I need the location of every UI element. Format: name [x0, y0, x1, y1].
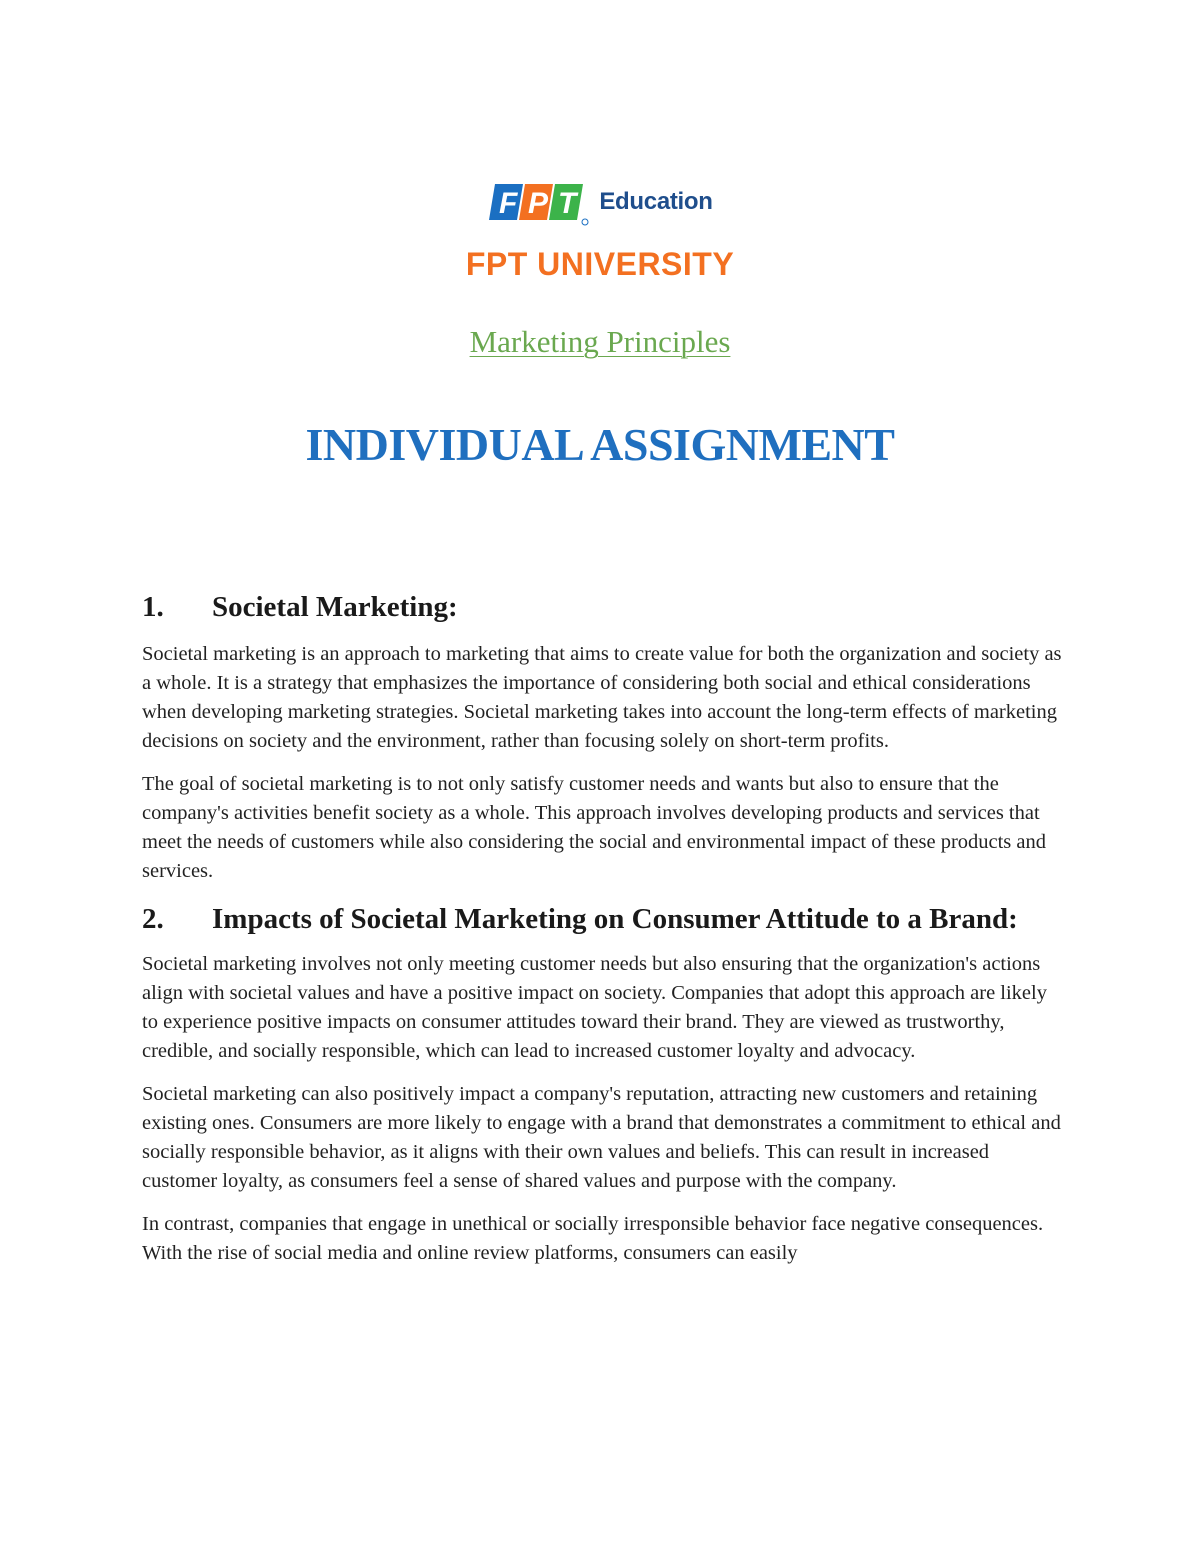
fpt-letters-logo-icon — [487, 178, 589, 226]
document-title: INDIVIDUAL ASSIGNMENT — [305, 419, 895, 470]
logo-letter-f: F — [499, 187, 518, 220]
section-title: Societal Marketing: — [212, 591, 458, 623]
university-name: FPT UNIVERSITY — [465, 246, 735, 282]
logo-education-label: Education — [599, 188, 713, 215]
section-title: Impacts of Societal Marketing on Consumer Attitude to a Brand: — [212, 903, 1018, 935]
paragraph: The goal of societal marketing is to not only satisfy customer needs and wants but also to ensure that the company's activities benefit society as a whole. This approach involves developing products and services that meet the needs of customers while also considering the social and environmental impact of these products and services. — [142, 773, 1047, 882]
section-1-heading — [142, 588, 1062, 626]
paragraph: Societal marketing can also positively impact a company's reputation, attracting new customers and retaining existing ones. Consumers are more likely to engage with a brand that demonstrates a commitment to ethical and socially responsible behavior, as it aligns with their own values and beliefs. This can result in increased customer loyalty, as consumers feel a sense of shared values and purpose with the company. — [142, 1083, 1061, 1192]
logo-letter-t: T — [558, 187, 577, 220]
course-title[interactable]: Marketing Principles — [469, 324, 731, 359]
paragraph: Societal marketing is an approach to marketing that aims to create value for both the organization and society as a whole. It is a strategy that emphasizes the importance of considering both social and ethical considerations when developing marketing strategies. Societal marketing takes into account the long-term effects of marketing decisions on society and the environment, rather than focusing solely on short-term profits. — [142, 643, 1062, 752]
document-body — [142, 588, 1062, 1282]
paragraph: Societal marketing involves not only meeting customer needs but also ensuring that the organization's actions align with societal values and have a positive impact on society. Companies that adopt this approach are likely to experience positive impacts on consumer attitudes toward their brand. They are viewed as trustworthy, credible, and socially responsible, which can lead to increased customer loyalty and advocacy. — [142, 953, 1047, 1062]
logo-letter-p: P — [528, 187, 549, 220]
section-2-heading — [142, 900, 1062, 938]
section-number: 2. — [142, 903, 164, 935]
section-number: 1. — [142, 591, 164, 623]
paragraph: In contrast, companies that engage in unethical or socially irresponsible behavior face negative consequences. With the rise of social media and online review platforms, consumers can easily — [142, 1213, 1044, 1264]
fpt-education-logo — [0, 178, 1200, 231]
